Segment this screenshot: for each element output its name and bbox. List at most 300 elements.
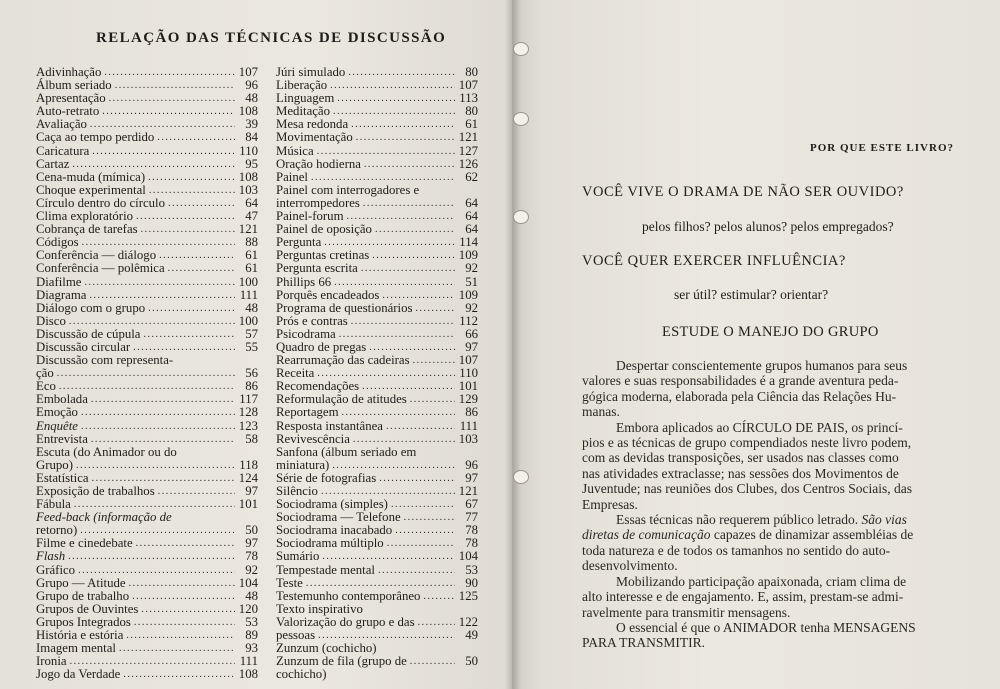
technique-name: Mesa redonda bbox=[276, 117, 349, 132]
technique-name: Painel de oposição bbox=[276, 222, 372, 237]
technique-name: Gráfico bbox=[36, 562, 76, 577]
page-number: 111 bbox=[239, 287, 258, 302]
technique-name: Resposta instantânea bbox=[276, 418, 383, 433]
leader-dots bbox=[348, 66, 455, 79]
leader-dots bbox=[351, 315, 455, 328]
leader-dots bbox=[109, 92, 235, 105]
technique-name: Sociodrama — Telefone bbox=[276, 510, 401, 525]
page-number: 107 bbox=[458, 78, 478, 93]
technique-name: Reportagem bbox=[276, 405, 339, 420]
leader-dots bbox=[382, 289, 455, 302]
page-number: 103 bbox=[238, 182, 258, 197]
page-number: 67 bbox=[465, 497, 478, 512]
leader-dots bbox=[123, 668, 235, 681]
technique-name: Conferência — polêmica bbox=[36, 261, 165, 276]
technique-name: Cobrança de tarefas bbox=[36, 222, 138, 237]
leader-dots bbox=[115, 79, 235, 92]
index-entry bbox=[276, 603, 478, 616]
technique-name: Tempestade mental bbox=[276, 562, 375, 577]
index-entry bbox=[36, 603, 258, 616]
leader-dots bbox=[375, 223, 455, 236]
technique-name: Avaliação bbox=[36, 117, 87, 132]
technique-name: Filme e cinedebate bbox=[36, 536, 133, 551]
index-entry bbox=[276, 550, 478, 563]
technique-name: Phillips 66 bbox=[276, 274, 332, 289]
text-line: Empresas. bbox=[582, 496, 638, 512]
technique-name: Jogo da Verdade bbox=[36, 667, 121, 682]
question-1: VOCÊ VIVE O DRAMA DE NÃO SER OUVIDO? bbox=[582, 184, 904, 200]
page-number: 78 bbox=[465, 536, 478, 551]
page-number: 110 bbox=[239, 143, 258, 158]
paragraph-1 bbox=[582, 358, 974, 420]
page-number: 126 bbox=[458, 156, 478, 171]
page-number: 86 bbox=[245, 379, 258, 394]
technique-name: Teste bbox=[276, 575, 303, 590]
page-number: 61 bbox=[465, 117, 478, 132]
page-number: 64 bbox=[465, 209, 478, 224]
technique-name: cochicho) bbox=[276, 667, 327, 682]
technique-name: Painel com interrogadores e bbox=[276, 182, 420, 197]
leader-dots bbox=[148, 302, 235, 315]
technique-name: Discussão com representa- bbox=[36, 353, 174, 368]
index-entry bbox=[36, 276, 258, 289]
index-entry bbox=[276, 668, 478, 681]
leader-dots bbox=[91, 393, 235, 406]
technique-name: ção bbox=[36, 366, 54, 381]
leader-dots bbox=[91, 433, 235, 446]
page-number: 124 bbox=[238, 470, 258, 485]
text-line: valores e suas responsabilidades é a grande aventura peda- bbox=[582, 373, 899, 389]
leader-dots bbox=[102, 105, 235, 118]
index-entry bbox=[36, 302, 258, 315]
technique-name: Quadro de pregas bbox=[276, 339, 367, 354]
technique-name: Liberação bbox=[276, 78, 328, 93]
body-text bbox=[582, 358, 974, 651]
section-heading: ESTUDE O MANEJO DO GRUPO bbox=[662, 324, 879, 340]
technique-name: Texto inspirativo bbox=[276, 601, 363, 616]
page-number: 114 bbox=[459, 235, 478, 250]
page-number: 89 bbox=[245, 628, 258, 643]
page-number: 92 bbox=[245, 562, 258, 577]
leader-dots bbox=[72, 158, 235, 171]
leader-dots bbox=[148, 171, 235, 184]
index-entry bbox=[276, 406, 478, 419]
text-line: O essencial é que o ANIMADOR tenha MENSAGENS bbox=[616, 619, 916, 635]
technique-name: Emoção bbox=[36, 405, 78, 420]
page-number: 111 bbox=[239, 654, 258, 669]
text-run: Essas técnicas não requerem público letrado. bbox=[616, 512, 862, 528]
leader-dots bbox=[386, 420, 455, 433]
page-number: 108 bbox=[238, 667, 258, 682]
index-entry bbox=[36, 171, 258, 184]
technique-name: Pergunta escrita bbox=[276, 261, 358, 276]
page-number: 47 bbox=[245, 209, 258, 224]
page-number: 97 bbox=[465, 339, 478, 354]
leader-dots bbox=[379, 472, 455, 485]
technique-name: Música bbox=[276, 143, 314, 158]
page-number: 100 bbox=[238, 313, 258, 328]
index-entry bbox=[36, 668, 258, 681]
technique-name: Apresentação bbox=[36, 91, 106, 106]
page-number: 96 bbox=[465, 457, 478, 472]
text-line: pios e as técnicas de grupo compendiados neste livro podem, bbox=[582, 435, 912, 451]
technique-name: Embolada bbox=[36, 392, 88, 407]
page-title: RELAÇÃO DAS TÉCNICAS DE DISCUSSÃO bbox=[96, 30, 447, 46]
right-page-content bbox=[512, 0, 1000, 689]
leader-dots bbox=[68, 550, 235, 563]
text-line: manas. bbox=[582, 404, 620, 420]
technique-name: Diagrama bbox=[36, 287, 87, 302]
index-entry bbox=[276, 276, 478, 289]
leader-dots bbox=[104, 66, 235, 79]
index-entry bbox=[276, 328, 478, 341]
page-number: 88 bbox=[245, 235, 258, 250]
technique-name: Porquês encadeados bbox=[276, 287, 380, 302]
page-number: 97 bbox=[465, 470, 478, 485]
index-entry bbox=[276, 420, 478, 433]
page-number: 55 bbox=[245, 339, 258, 354]
emphasis: diretas de comunicação bbox=[582, 527, 711, 543]
section-header: POR QUE ESTE LIVRO? bbox=[810, 142, 954, 154]
leader-dots bbox=[158, 485, 235, 498]
page-number: 109 bbox=[458, 248, 478, 263]
technique-name: Discussão de cúpula bbox=[36, 326, 141, 341]
page-number: 129 bbox=[458, 392, 478, 407]
technique-name: Enquête bbox=[36, 418, 78, 433]
index-entry bbox=[36, 590, 258, 603]
leader-dots bbox=[356, 131, 455, 144]
text-line: ravelmente para transmitir mensagens. bbox=[582, 604, 791, 620]
technique-name: Caça ao tempo perdido bbox=[36, 130, 155, 145]
leader-dots bbox=[311, 171, 455, 184]
technique-name: Grupo — Atitude bbox=[36, 575, 126, 590]
text-line: toda natureza e de todos os tamanhos no sentido do auto- bbox=[582, 542, 891, 558]
index-entry bbox=[36, 328, 258, 341]
leader-dots bbox=[415, 302, 455, 315]
page-number: 111 bbox=[459, 418, 478, 433]
page-number: 48 bbox=[245, 588, 258, 603]
page-number: 53 bbox=[245, 614, 258, 629]
technique-name: Painel-forum bbox=[276, 209, 344, 224]
technique-name: Revivescência bbox=[276, 431, 350, 446]
page-number: 123 bbox=[238, 418, 258, 433]
leader-dots bbox=[78, 564, 235, 577]
page-number: 66 bbox=[465, 326, 478, 341]
text-run: capazes de dinamizar assembléias de bbox=[710, 527, 914, 543]
technique-name: Programa de questionários bbox=[276, 300, 413, 315]
technique-name: Fábula bbox=[36, 497, 71, 512]
technique-name: Sanfona (álbum seriado em bbox=[276, 444, 417, 459]
index-entry bbox=[276, 302, 478, 315]
technique-name: Linguagem bbox=[276, 91, 335, 106]
page-number: 50 bbox=[465, 654, 478, 669]
page-number: 61 bbox=[245, 248, 258, 263]
index-entry bbox=[36, 315, 258, 328]
index-entry bbox=[276, 131, 478, 144]
leader-dots bbox=[339, 328, 455, 341]
index-entry bbox=[276, 184, 478, 197]
index-entry bbox=[276, 577, 478, 590]
leader-dots bbox=[423, 590, 455, 603]
technique-name: retorno) bbox=[36, 523, 78, 538]
page-number: 64 bbox=[465, 195, 478, 210]
page-number: 61 bbox=[245, 261, 258, 276]
page-number: 113 bbox=[459, 91, 478, 106]
technique-name: Códigos bbox=[36, 235, 79, 250]
text-line: PARA TRANSMITIR. bbox=[582, 635, 706, 651]
leader-dots bbox=[129, 577, 235, 590]
leader-dots bbox=[334, 276, 455, 289]
leader-dots bbox=[126, 629, 235, 642]
leader-dots bbox=[372, 249, 455, 262]
technique-name: Oração hodierna bbox=[276, 156, 361, 171]
page-number: 93 bbox=[245, 641, 258, 656]
index-entry bbox=[276, 590, 478, 603]
question-1-sub: pelos filhos? pelos alunos? pelos empregados? bbox=[642, 219, 894, 234]
page-number: 107 bbox=[458, 353, 478, 368]
technique-list-column-2 bbox=[276, 66, 478, 681]
technique-name: Movimentação bbox=[276, 130, 353, 145]
technique-name: Psicodrama bbox=[276, 326, 336, 341]
page-number: 84 bbox=[245, 130, 258, 145]
page-number: 49 bbox=[465, 628, 478, 643]
technique-name: Sociodrama (simples) bbox=[276, 497, 388, 512]
index-entry bbox=[36, 537, 258, 550]
index-entry bbox=[276, 145, 478, 158]
leader-dots bbox=[168, 262, 235, 275]
technique-name: Estatística bbox=[36, 470, 89, 485]
page-number: 122 bbox=[458, 614, 478, 629]
leader-dots bbox=[330, 79, 455, 92]
leader-dots bbox=[81, 420, 235, 433]
technique-name: pessoas bbox=[276, 628, 316, 643]
technique-name: Rearrumação das cadeiras bbox=[276, 353, 410, 368]
text-line: gógica moderna, elaborada pela Ciência das Relações Hu- bbox=[582, 388, 897, 404]
technique-name: Grupos Integrados bbox=[36, 614, 131, 629]
text-line: Mobilizando participação apaixonada, criam clima de bbox=[616, 573, 907, 589]
page-number: 121 bbox=[458, 484, 478, 498]
page-number: 57 bbox=[245, 326, 258, 341]
page-number: 107 bbox=[238, 65, 258, 79]
text-line bbox=[582, 512, 974, 527]
leader-dots bbox=[57, 367, 235, 380]
leader-dots bbox=[410, 655, 455, 668]
leader-dots bbox=[378, 564, 455, 577]
page-number: 128 bbox=[238, 405, 258, 420]
technique-name: Escuta (do Animador ou do bbox=[36, 444, 177, 459]
leader-dots bbox=[337, 92, 455, 105]
leader-dots bbox=[92, 145, 235, 158]
text-line: Juventude; nas reuniões dos Clubes, dos Centros Sociais, das bbox=[582, 481, 912, 497]
leader-dots bbox=[136, 537, 235, 550]
page-number: 104 bbox=[238, 575, 258, 590]
page-number: 51 bbox=[465, 274, 478, 289]
leader-dots bbox=[136, 210, 235, 223]
technique-name: Reformulação de atitudes bbox=[276, 392, 407, 407]
leader-dots bbox=[76, 459, 235, 472]
paragraph-4 bbox=[582, 574, 974, 620]
index-entry bbox=[36, 564, 258, 577]
page-number: 64 bbox=[465, 222, 478, 237]
page-number: 78 bbox=[245, 549, 258, 564]
leader-dots bbox=[306, 577, 455, 590]
index-entry bbox=[36, 354, 258, 367]
technique-name: Exposição de trabalhos bbox=[36, 484, 155, 498]
index-entry bbox=[36, 459, 258, 472]
leader-dots bbox=[395, 524, 455, 537]
technique-name: Receita bbox=[276, 366, 315, 381]
leader-dots bbox=[387, 537, 455, 550]
index-entry bbox=[36, 289, 258, 302]
leader-dots bbox=[332, 459, 455, 472]
technique-name: Perguntas cretinas bbox=[276, 248, 370, 263]
leader-dots bbox=[84, 276, 235, 289]
technique-name: Grupo de trabalho bbox=[36, 588, 130, 603]
emphasis: São vias bbox=[861, 512, 907, 528]
page-number: 56 bbox=[245, 366, 258, 381]
index-entry bbox=[36, 433, 258, 446]
page-number: 110 bbox=[459, 366, 478, 381]
leader-dots bbox=[404, 511, 455, 524]
page-number: 86 bbox=[465, 405, 478, 420]
technique-name: Júri simulado bbox=[276, 65, 346, 79]
technique-name: Entrevista bbox=[36, 431, 88, 446]
index-entry bbox=[36, 577, 258, 590]
page-number: 96 bbox=[245, 78, 258, 93]
leader-dots bbox=[143, 328, 235, 341]
index-entry bbox=[36, 420, 258, 433]
technique-name: Clima exploratório bbox=[36, 209, 134, 224]
page-number: 64 bbox=[245, 195, 258, 210]
page-number: 90 bbox=[465, 575, 478, 590]
paragraph-2 bbox=[582, 420, 974, 512]
index-entry bbox=[36, 131, 258, 144]
index-entry bbox=[36, 158, 258, 171]
index-entry bbox=[36, 262, 258, 275]
technique-name: interrompedores bbox=[276, 195, 360, 210]
index-entry bbox=[36, 446, 258, 459]
leader-dots bbox=[159, 249, 235, 262]
text-line bbox=[582, 527, 974, 542]
technique-name: Feed-back (informação de bbox=[36, 510, 172, 525]
index-entry bbox=[36, 367, 258, 380]
index-entry bbox=[36, 184, 258, 197]
index-entry bbox=[276, 158, 478, 171]
index-entry bbox=[276, 289, 478, 302]
page-number: 108 bbox=[238, 169, 258, 184]
technique-name: Sumário bbox=[276, 549, 320, 564]
page-number: 108 bbox=[238, 104, 258, 119]
leader-dots bbox=[89, 289, 235, 302]
technique-name: Ironia bbox=[36, 654, 67, 669]
technique-name: Caricatura bbox=[36, 143, 90, 158]
leader-dots bbox=[410, 393, 455, 406]
technique-name: Cena-muda (mímica) bbox=[36, 169, 146, 184]
page-number: 121 bbox=[238, 222, 258, 237]
page-number: 48 bbox=[245, 91, 258, 106]
page-number: 78 bbox=[465, 523, 478, 538]
index-entry bbox=[276, 564, 478, 577]
technique-name: Série de fotografias bbox=[276, 470, 377, 485]
technique-name: Choque experimental bbox=[36, 182, 146, 197]
technique-name: Círculo dentro do círculo bbox=[36, 195, 165, 210]
leader-dots bbox=[413, 354, 455, 367]
page-number: 50 bbox=[245, 523, 258, 538]
page-number: 92 bbox=[465, 261, 478, 276]
page-number: 97 bbox=[245, 536, 258, 551]
page-number: 100 bbox=[238, 274, 258, 289]
question-2: VOCÊ QUER EXERCER INFLUÊNCIA? bbox=[582, 253, 846, 269]
index-entry bbox=[276, 171, 478, 184]
technique-name: Testemunho contemporâneo bbox=[276, 588, 421, 603]
page-number: 53 bbox=[465, 562, 478, 577]
technique-list-column-1 bbox=[36, 66, 258, 681]
leader-dots bbox=[317, 145, 455, 158]
leader-dots bbox=[132, 590, 235, 603]
leader-dots bbox=[364, 158, 455, 171]
index-entry bbox=[36, 145, 258, 158]
leader-dots bbox=[418, 616, 455, 629]
technique-name: Cartaz bbox=[36, 156, 70, 171]
technique-name: Pergunta bbox=[276, 235, 322, 250]
index-entry bbox=[36, 642, 258, 655]
text-line: com as devidas transposições, ser usados nas classes como bbox=[582, 450, 899, 466]
index-entry bbox=[276, 459, 478, 472]
technique-name: Painel bbox=[276, 169, 308, 184]
leader-dots bbox=[141, 603, 235, 616]
page-number: 39 bbox=[245, 117, 258, 132]
leader-dots bbox=[149, 184, 235, 197]
leader-dots bbox=[351, 118, 455, 131]
leader-dots bbox=[69, 315, 235, 328]
leader-dots bbox=[141, 223, 235, 236]
technique-name: Álbum seriado bbox=[36, 78, 112, 93]
leader-dots bbox=[353, 433, 455, 446]
page-number: 62 bbox=[465, 169, 478, 184]
technique-name: Silêncio bbox=[276, 484, 318, 498]
technique-name: Imagem mental bbox=[36, 641, 116, 656]
leader-dots bbox=[81, 406, 235, 419]
text-line: nas atividades extraclasse; nas sessões dos Movimentos de bbox=[582, 465, 899, 481]
index-entry bbox=[276, 446, 478, 459]
technique-name: Recomendações bbox=[276, 379, 360, 394]
page-number: 103 bbox=[458, 431, 478, 446]
page-number: 77 bbox=[465, 510, 478, 525]
leader-dots bbox=[157, 131, 235, 144]
technique-name: Conferência — diálogo bbox=[36, 248, 157, 263]
technique-name: miniatura) bbox=[276, 457, 330, 472]
leader-dots bbox=[322, 550, 455, 563]
page-number: 117 bbox=[239, 392, 258, 407]
leader-dots bbox=[333, 105, 455, 118]
question-2-sub: ser útil? estimular? orientar? bbox=[674, 287, 829, 302]
page-number: 118 bbox=[239, 457, 258, 472]
technique-name: Grupos de Ouvintes bbox=[36, 601, 139, 616]
leader-dots bbox=[168, 197, 235, 210]
technique-name: Prós e contras bbox=[276, 313, 348, 328]
technique-name: Diafilme bbox=[36, 274, 82, 289]
leader-dots bbox=[363, 197, 455, 210]
page-number: 120 bbox=[238, 601, 258, 616]
page-number: 92 bbox=[465, 300, 478, 315]
technique-name: Auto-retrato bbox=[36, 104, 100, 119]
technique-name: Disco bbox=[36, 313, 66, 328]
text-line: desenvolvimento. bbox=[582, 558, 678, 574]
page-number: 125 bbox=[458, 588, 478, 603]
index-entry bbox=[276, 433, 478, 446]
leader-dots bbox=[361, 262, 455, 275]
page-number: 109 bbox=[458, 287, 478, 302]
